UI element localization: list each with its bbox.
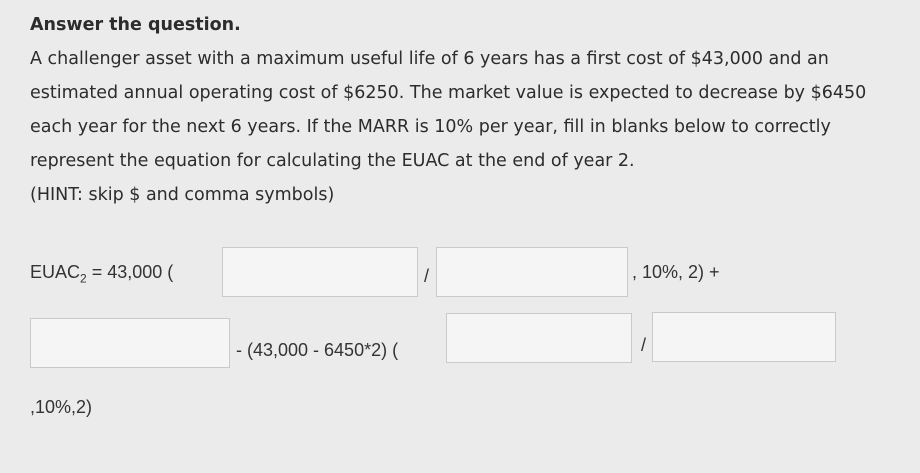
equation-suffix-1: , 10%, 2) + — [632, 262, 720, 282]
euac-subscript: 2 — [80, 271, 87, 286]
blank-4-input[interactable] — [446, 313, 632, 363]
equation-lhs-suffix: = 43,000 ( — [86, 262, 174, 282]
slash-1: / — [424, 266, 430, 286]
equation-middle: - (43,000 - 6450*2) ( — [236, 340, 399, 360]
slash-2: / — [641, 335, 647, 355]
blank-5-input[interactable] — [652, 312, 836, 362]
blank-3-input[interactable] — [30, 318, 230, 368]
equation-lhs — [30, 262, 173, 286]
blank-2-input[interactable] — [436, 247, 628, 297]
question-heading: Answer the question. — [30, 15, 241, 35]
question-text — [30, 8, 910, 212]
question-hint: (HINT: skip $ and comma symbols) — [30, 185, 335, 205]
question-body: A challenger asset with a maximum useful life of 6 years has a first cost of $43,000 and an estimated annual operating cost of $6250. The market value is expected to decrease by $6450 each year for the next 6 years. If the MARR is 10% per year, fill in blanks below to correctly represent the equation for calculating the EUAC at the end of year 2. — [30, 49, 867, 171]
blank-1-input[interactable] — [222, 247, 418, 297]
euac-label: EUAC — [30, 262, 81, 282]
equation-end: ,10%,2) — [30, 397, 93, 417]
